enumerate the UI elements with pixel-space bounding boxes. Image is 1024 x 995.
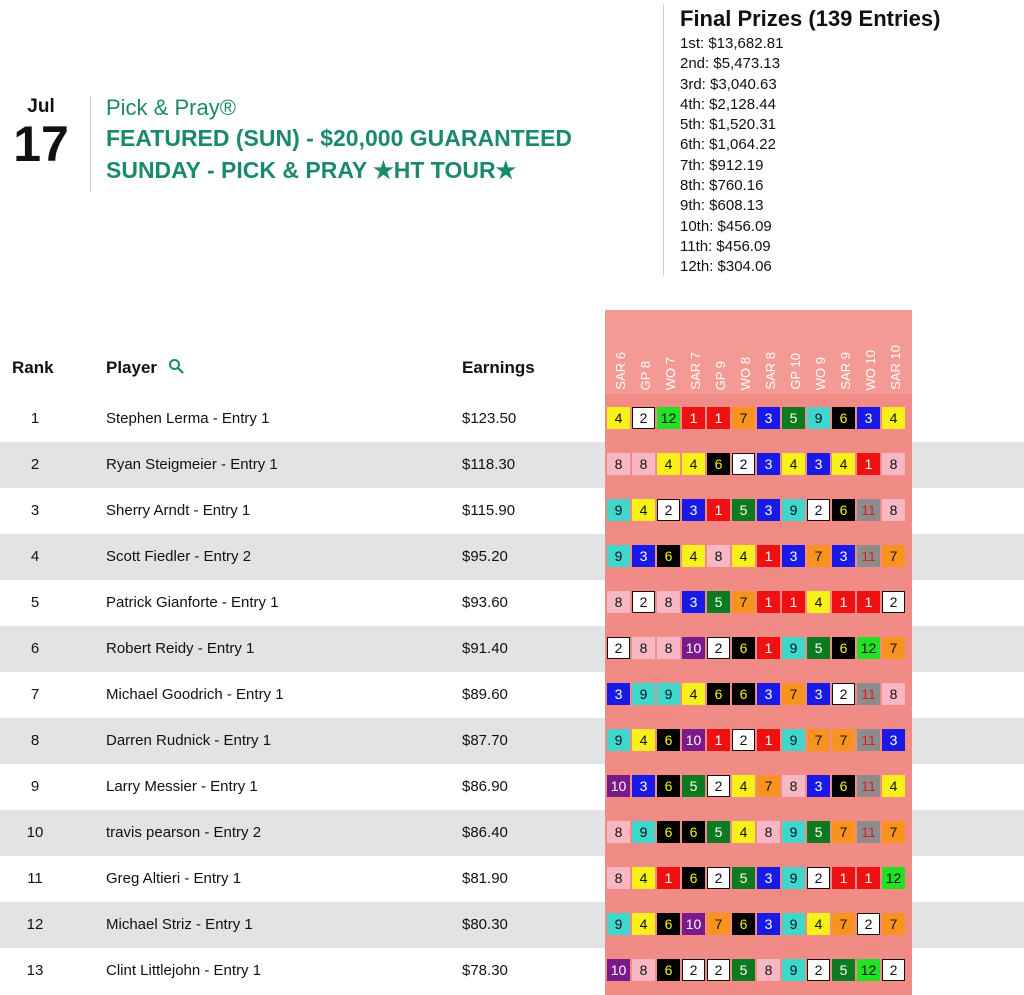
saddle-cloth-pick: 6 (832, 499, 855, 521)
pick-cells (607, 913, 907, 935)
player-name[interactable]: Larry Messier - Entry 1 (106, 778, 258, 795)
earnings-cell: $86.90 (462, 778, 508, 795)
saddle-cloth-pick: 4 (682, 453, 705, 475)
saddle-cloth-pick: 7 (757, 775, 780, 797)
saddle-cloth-pick: 2 (657, 499, 680, 521)
saddle-cloth-pick: 5 (782, 407, 805, 429)
saddle-cloth-pick: 4 (732, 821, 755, 843)
player-name[interactable]: Patrick Gianforte - Entry 1 (106, 594, 279, 611)
event-title-line-2: SUNDAY - PICK & PRAY ★HT TOUR★ (106, 157, 517, 183)
saddle-cloth-pick: 8 (707, 545, 730, 567)
earnings-header: Earnings (462, 358, 535, 377)
leaderboard-rows (0, 396, 1024, 994)
pick-cells (607, 407, 907, 429)
race-header (658, 310, 683, 394)
saddle-cloth-pick: 2 (707, 637, 730, 659)
rank-cell: 7 (30, 686, 40, 703)
saddle-cloth-pick: 6 (657, 959, 680, 981)
saddle-cloth-pick: 1 (857, 867, 880, 889)
saddle-cloth-pick: 11 (857, 729, 880, 751)
saddle-cloth-pick: 2 (607, 637, 630, 659)
saddle-cloth-pick: 5 (807, 637, 830, 659)
prize-item: 4th: $2,128.44 (680, 95, 776, 113)
saddle-cloth-pick: 8 (757, 959, 780, 981)
saddle-cloth-pick: 1 (782, 591, 805, 613)
prize-item: 8th: $760.16 (680, 177, 764, 195)
event-title-block (106, 94, 572, 186)
saddle-cloth-pick: 4 (882, 775, 905, 797)
player-header[interactable] (106, 358, 184, 379)
table-row[interactable] (0, 764, 1024, 810)
race-header-label: SAR 9 (838, 352, 853, 390)
saddle-cloth-pick: 1 (757, 591, 780, 613)
earnings-cell: $89.60 (462, 686, 508, 703)
saddle-cloth-pick: 3 (632, 775, 655, 797)
table-row[interactable] (0, 810, 1024, 856)
saddle-cloth-pick: 4 (657, 453, 680, 475)
race-header-label: WO 8 (738, 356, 753, 390)
saddle-cloth-pick: 6 (657, 913, 680, 935)
table-row[interactable] (0, 902, 1024, 948)
saddle-cloth-pick: 6 (682, 821, 705, 843)
saddle-cloth-pick: 1 (707, 407, 730, 429)
earnings-cell: $118.30 (462, 456, 516, 473)
saddle-cloth-pick: 2 (632, 591, 655, 613)
saddle-cloth-pick: 5 (732, 959, 755, 981)
saddle-cloth-pick: 3 (832, 545, 855, 567)
saddle-cloth-pick: 4 (732, 545, 755, 567)
prize-item: 10th: $456.09 (680, 217, 772, 235)
rank-cell: 1 (30, 410, 40, 427)
saddle-cloth-pick: 5 (707, 591, 730, 613)
earnings-cell: $93.60 (462, 594, 508, 611)
saddle-cloth-pick: 4 (682, 683, 705, 705)
saddle-cloth-pick: 12 (857, 959, 880, 981)
saddle-cloth-pick: 2 (707, 959, 730, 981)
saddle-cloth-pick: 6 (657, 729, 680, 751)
saddle-cloth-pick: 7 (882, 821, 905, 843)
saddle-cloth-pick: 4 (632, 729, 655, 751)
saddle-cloth-pick: 7 (832, 913, 855, 935)
saddle-cloth-pick: 8 (657, 637, 680, 659)
saddle-cloth-pick: 2 (857, 913, 880, 935)
saddle-cloth-pick: 9 (607, 913, 630, 935)
saddle-cloth-pick: 6 (732, 637, 755, 659)
race-header-label: WO 9 (813, 356, 828, 390)
header-divider (90, 96, 91, 192)
saddle-cloth-pick: 4 (607, 407, 630, 429)
saddle-cloth-pick: 1 (757, 729, 780, 751)
pick-cells (607, 453, 907, 475)
race-header-label: WO 7 (663, 356, 678, 390)
saddle-cloth-pick: 3 (807, 775, 830, 797)
pick-cells (607, 683, 907, 705)
saddle-cloth-pick: 5 (832, 959, 855, 981)
saddle-cloth-pick: 6 (832, 407, 855, 429)
saddle-cloth-pick: 10 (682, 637, 705, 659)
rank-cell: 10 (26, 824, 44, 841)
rank-cell: 12 (26, 916, 44, 933)
saddle-cloth-pick: 8 (607, 821, 630, 843)
saddle-cloth-pick: 6 (832, 775, 855, 797)
prize-item: 7th: $912.19 (680, 156, 764, 174)
saddle-cloth-pick: 2 (832, 683, 855, 705)
pick-cells (607, 775, 907, 797)
saddle-cloth-pick: 1 (757, 545, 780, 567)
saddle-cloth-pick: 11 (857, 499, 880, 521)
table-row[interactable] (0, 580, 1024, 626)
saddle-cloth-pick: 9 (807, 407, 830, 429)
saddle-cloth-pick: 4 (807, 913, 830, 935)
player-name[interactable]: Stephen Lerma - Entry 1 (106, 410, 270, 427)
saddle-cloth-pick: 2 (882, 959, 905, 981)
saddle-cloth-pick: 2 (732, 729, 755, 751)
earnings-cell: $86.40 (462, 824, 508, 841)
saddle-cloth-pick: 5 (732, 499, 755, 521)
saddle-cloth-pick: 6 (832, 637, 855, 659)
saddle-cloth-pick: 5 (807, 821, 830, 843)
race-header (858, 310, 883, 394)
saddle-cloth-pick: 1 (682, 407, 705, 429)
earnings-cell: $95.20 (462, 548, 508, 565)
prize-item: 11th: $456.09 (680, 237, 771, 255)
race-header (733, 310, 758, 394)
saddle-cloth-pick: 2 (807, 867, 830, 889)
saddle-cloth-pick: 8 (657, 591, 680, 613)
saddle-cloth-pick: 2 (682, 959, 705, 981)
saddle-cloth-pick: 8 (632, 637, 655, 659)
saddle-cloth-pick: 12 (657, 407, 680, 429)
saddle-cloth-pick: 9 (632, 821, 655, 843)
race-header-label: WO 10 (863, 349, 878, 390)
saddle-cloth-pick: 3 (682, 499, 705, 521)
rank-cell: 8 (30, 732, 40, 749)
race-header (683, 310, 708, 394)
saddle-cloth-pick: 3 (757, 683, 780, 705)
pick-cells (607, 637, 907, 659)
earnings-cell: $81.90 (462, 870, 508, 887)
race-header-label: SAR 7 (688, 352, 703, 390)
table-row[interactable] (0, 718, 1024, 764)
saddle-cloth-pick: 5 (682, 775, 705, 797)
saddle-cloth-pick: 3 (632, 545, 655, 567)
prize-item: 6th: $1,064.22 (680, 136, 776, 154)
saddle-cloth-pick: 7 (882, 545, 905, 567)
saddle-cloth-pick: 4 (682, 545, 705, 567)
player-name[interactable]: Sherry Arndt - Entry 1 (106, 502, 251, 519)
table-row[interactable] (0, 672, 1024, 718)
player-name[interactable]: Darren Rudnick - Entry 1 (106, 732, 272, 749)
race-header (808, 310, 833, 394)
saddle-cloth-pick: 8 (782, 775, 805, 797)
rank-cell: 2 (30, 456, 40, 473)
final-prizes-heading: Final Prizes (139 Entries) (680, 6, 941, 31)
rank-cell: 6 (30, 640, 40, 657)
race-header-label: GP 10 (788, 353, 803, 390)
saddle-cloth-pick: 1 (857, 453, 880, 475)
race-header (708, 310, 733, 394)
earnings-cell: $91.40 (462, 640, 508, 657)
rank-cell: 4 (30, 548, 40, 565)
saddle-cloth-pick: 6 (732, 913, 755, 935)
final-prizes-panel (680, 6, 940, 278)
saddle-cloth-pick: 10 (682, 729, 705, 751)
earnings-cell: $80.30 (462, 916, 508, 933)
contest-brand: Pick & Pray® (106, 95, 236, 120)
race-header (833, 310, 858, 394)
saddle-cloth-pick: 9 (782, 499, 805, 521)
rank-cell: 11 (27, 870, 43, 887)
saddle-cloth-pick: 6 (657, 545, 680, 567)
saddle-cloth-pick: 8 (882, 453, 905, 475)
prize-item: 3rd: $3,040.63 (680, 75, 777, 93)
saddle-cloth-pick: 3 (757, 499, 780, 521)
saddle-cloth-pick: 1 (707, 499, 730, 521)
saddle-cloth-pick: 7 (807, 545, 830, 567)
prize-item: 2nd: $5,473.13 (680, 55, 781, 73)
prize-list (680, 34, 940, 278)
saddle-cloth-pick: 6 (732, 683, 755, 705)
event-month: Jul (27, 96, 55, 117)
saddle-cloth-pick: 8 (757, 821, 780, 843)
saddle-cloth-pick: 7 (732, 407, 755, 429)
rank-cell: 5 (30, 594, 40, 611)
rank-cell: 13 (26, 962, 44, 979)
pick-cells (607, 545, 907, 567)
saddle-cloth-pick: 9 (607, 499, 630, 521)
player-name[interactable]: Greg Altieri - Entry 1 (106, 870, 242, 887)
saddle-cloth-pick: 3 (782, 545, 805, 567)
saddle-cloth-pick: 12 (857, 637, 880, 659)
saddle-cloth-pick: 3 (857, 407, 880, 429)
saddle-cloth-pick: 6 (682, 867, 705, 889)
saddle-cloth-pick: 11 (857, 683, 880, 705)
saddle-cloth-pick: 9 (782, 729, 805, 751)
saddle-cloth-pick: 9 (607, 545, 630, 567)
saddle-cloth-pick: 9 (657, 683, 680, 705)
prize-item: 1st: $13,682.81 (680, 35, 784, 52)
saddle-cloth-pick: 3 (607, 683, 630, 705)
saddle-cloth-pick: 8 (607, 867, 630, 889)
saddle-cloth-pick: 1 (832, 591, 855, 613)
table-row[interactable] (0, 948, 1024, 994)
saddle-cloth-pick: 7 (807, 729, 830, 751)
pick-cells (607, 591, 907, 613)
event-day: 17 (13, 116, 69, 172)
saddle-cloth-pick: 10 (607, 775, 630, 797)
player-name[interactable]: Robert Reidy - Entry 1 (106, 640, 255, 657)
saddle-cloth-pick: 4 (732, 775, 755, 797)
saddle-cloth-pick: 4 (882, 407, 905, 429)
table-row[interactable] (0, 442, 1024, 488)
saddle-cloth-pick: 8 (882, 499, 905, 521)
table-row[interactable] (0, 856, 1024, 902)
saddle-cloth-pick: 9 (782, 959, 805, 981)
saddle-cloth-pick: 4 (632, 913, 655, 935)
earnings-cell: $78.30 (462, 962, 508, 979)
pick-cells (607, 499, 907, 521)
saddle-cloth-pick: 4 (832, 453, 855, 475)
event-date (8, 96, 74, 170)
magnifier-icon[interactable] (168, 358, 184, 379)
pick-cells (607, 729, 907, 751)
saddle-cloth-pick: 4 (807, 591, 830, 613)
saddle-cloth-pick: 2 (632, 407, 655, 429)
saddle-cloth-pick: 11 (857, 775, 880, 797)
saddle-cloth-pick: 7 (832, 729, 855, 751)
saddle-cloth-pick: 4 (632, 867, 655, 889)
saddle-cloth-pick: 7 (732, 591, 755, 613)
saddle-cloth-pick: 2 (807, 499, 830, 521)
player-name[interactable]: Michael Striz - Entry 1 (106, 916, 253, 933)
saddle-cloth-pick: 3 (807, 683, 830, 705)
player-name[interactable]: Clint Littlejohn - Entry 1 (106, 962, 262, 979)
prize-item: 9th: $608.13 (680, 197, 764, 215)
saddle-cloth-pick: 7 (882, 913, 905, 935)
pick-cells (607, 959, 907, 981)
saddle-cloth-pick: 3 (757, 407, 780, 429)
player-name[interactable]: Scott Fiedler - Entry 2 (106, 548, 252, 565)
saddle-cloth-pick: 1 (707, 729, 730, 751)
saddle-cloth-pick: 8 (632, 453, 655, 475)
pick-cells (607, 821, 907, 843)
earnings-cell: $123.50 (462, 410, 517, 427)
saddle-cloth-pick: 3 (882, 729, 905, 751)
saddle-cloth-pick: 8 (607, 591, 630, 613)
prize-item: 12th: $304.06 (680, 258, 772, 276)
saddle-cloth-pick: 12 (882, 867, 905, 889)
saddle-cloth-pick: 9 (782, 913, 805, 935)
saddle-cloth-pick: 7 (782, 683, 805, 705)
saddle-cloth-pick: 7 (707, 913, 730, 935)
saddle-cloth-pick: 2 (882, 591, 905, 613)
saddle-cloth-pick: 6 (707, 453, 730, 475)
race-header-label: GP 9 (713, 360, 728, 390)
saddle-cloth-pick: 2 (807, 959, 830, 981)
saddle-cloth-pick: 4 (632, 499, 655, 521)
saddle-cloth-pick: 5 (732, 867, 755, 889)
saddle-cloth-pick: 3 (757, 867, 780, 889)
saddle-cloth-pick: 1 (857, 591, 880, 613)
player-header-label: Player (106, 358, 158, 377)
race-header-label: SAR 10 (888, 345, 903, 390)
saddle-cloth-pick: 6 (657, 821, 680, 843)
table-row[interactable] (0, 626, 1024, 672)
race-header (783, 310, 808, 394)
saddle-cloth-pick: 3 (807, 453, 830, 475)
table-row[interactable] (0, 396, 1024, 442)
earnings-cell: $115.90 (462, 502, 516, 519)
prizes-divider (663, 4, 664, 276)
saddle-cloth-pick: 6 (657, 775, 680, 797)
saddle-cloth-pick: 7 (832, 821, 855, 843)
player-name[interactable]: Ryan Steigmeier - Entry 1 (106, 456, 278, 473)
player-name[interactable]: Michael Goodrich - Entry 1 (106, 686, 284, 703)
saddle-cloth-pick: 3 (682, 591, 705, 613)
saddle-cloth-pick: 2 (707, 775, 730, 797)
race-header-label: SAR 6 (613, 352, 628, 390)
race-header-label: GP 8 (638, 360, 653, 390)
saddle-cloth-pick: 5 (707, 821, 730, 843)
race-header (758, 310, 783, 394)
table-row[interactable] (0, 488, 1024, 534)
player-name[interactable]: travis pearson - Entry 2 (106, 824, 262, 841)
table-row[interactable] (0, 534, 1024, 580)
pick-cells (607, 867, 907, 889)
prize-item: 5th: $1,520.31 (680, 116, 776, 134)
saddle-cloth-pick: 8 (607, 453, 630, 475)
saddle-cloth-pick: 1 (757, 637, 780, 659)
saddle-cloth-pick: 7 (882, 637, 905, 659)
race-header (633, 310, 658, 394)
rank-cell: 3 (30, 502, 40, 519)
saddle-cloth-pick: 9 (782, 821, 805, 843)
saddle-cloth-pick: 1 (657, 867, 680, 889)
saddle-cloth-pick: 2 (707, 867, 730, 889)
saddle-cloth-pick: 9 (782, 867, 805, 889)
saddle-cloth-pick: 8 (632, 959, 655, 981)
saddle-cloth-pick: 3 (757, 453, 780, 475)
saddle-cloth-pick: 9 (607, 729, 630, 751)
saddle-cloth-pick: 9 (782, 637, 805, 659)
race-header (883, 310, 908, 394)
saddle-cloth-pick: 9 (632, 683, 655, 705)
saddle-cloth-pick: 2 (732, 453, 755, 475)
saddle-cloth-pick: 3 (757, 913, 780, 935)
saddle-cloth-pick: 1 (832, 867, 855, 889)
saddle-cloth-pick: 10 (682, 913, 705, 935)
earnings-cell: $87.70 (462, 732, 508, 749)
race-header (608, 310, 633, 394)
saddle-cloth-pick: 11 (857, 821, 880, 843)
rank-header: Rank (12, 358, 54, 377)
saddle-cloth-pick: 4 (782, 453, 805, 475)
saddle-cloth-pick: 11 (857, 545, 880, 567)
race-header-label: SAR 8 (763, 352, 778, 390)
event-title-line-1: FEATURED (SUN) - $20,000 GUARANTEED (106, 125, 573, 151)
saddle-cloth-pick: 6 (707, 683, 730, 705)
saddle-cloth-pick: 8 (882, 683, 905, 705)
rank-cell: 9 (30, 778, 40, 795)
race-header-row (605, 310, 912, 394)
saddle-cloth-pick: 10 (607, 959, 630, 981)
